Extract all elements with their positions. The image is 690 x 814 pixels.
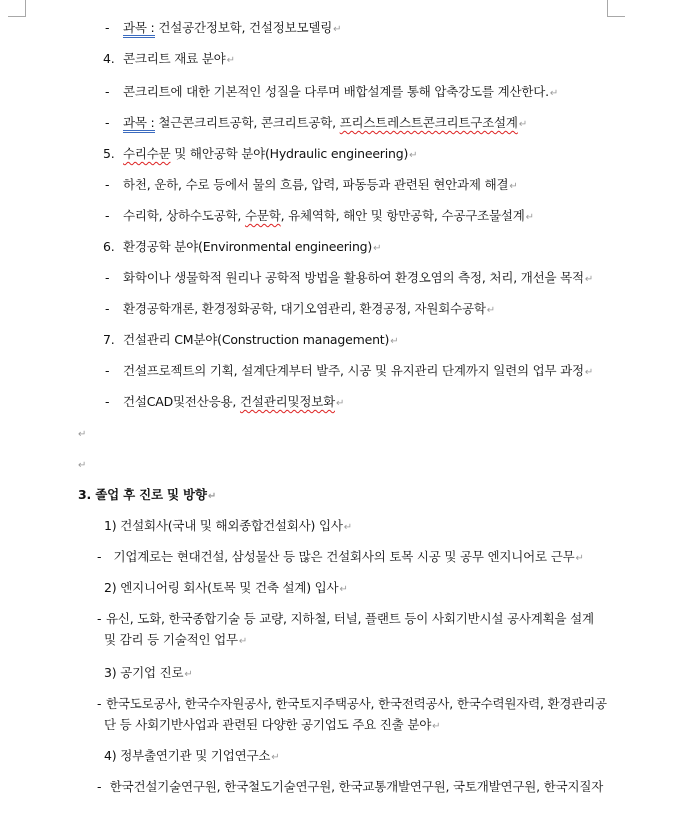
- list-paragraph[interactable]: [97, 695, 607, 736]
- paragraph-text: 건설관리 CM분야(Construction management): [123, 332, 390, 347]
- list-paragraph[interactable]: [105, 300, 495, 320]
- empty-paragraph[interactable]: [78, 424, 86, 444]
- list-paragraph[interactable]: [105, 207, 534, 227]
- list-marker: -: [105, 363, 110, 378]
- list-paragraph[interactable]: [105, 114, 527, 134]
- paragraph-text: 철근콘크리트공학, 콘크리트공학,: [154, 115, 340, 130]
- paragraph-mark-icon: ↵: [333, 24, 342, 35]
- grammar-flagged-text: 과목 :: [123, 115, 155, 133]
- paragraph-mark-icon: ↵: [575, 553, 584, 564]
- list-paragraph[interactable]: [105, 19, 342, 39]
- list-marker: -: [105, 177, 110, 192]
- list-marker: -: [105, 270, 110, 285]
- list-marker: -: [97, 696, 102, 711]
- paragraph-mark-icon: ↵: [486, 305, 495, 316]
- list-paragraph[interactable]: [104, 579, 348, 599]
- paragraph-text: 한국도로공사, 한국수자원공사, 한국토지주택공사, 한국전력공사, 한국수력원자력, 환경관리공: [106, 696, 607, 711]
- list-marker: -: [105, 20, 110, 35]
- section-heading[interactable]: [78, 486, 216, 506]
- paragraph-text: 유신, 도화, 한국종합기술 등 교량, 지하철, 터널, 플랜트 등이 사회기반시설 공사계획을 설계: [106, 611, 594, 626]
- paragraph-text-continued: 및 감리 등 기술적인 업무: [104, 632, 238, 647]
- spell-flagged-text: 수리수문: [123, 146, 171, 161]
- spell-flagged-text: 프리스트레스트콘크리트구조설계: [339, 115, 518, 130]
- paragraph-mark-icon: ↵: [78, 429, 87, 440]
- paragraph-text: , 유체역학, 해안 및 항만공학, 수공구조물설계: [280, 208, 525, 223]
- list-marker: -: [97, 611, 102, 626]
- paragraph-text-continued: 단 등 사회기반사업과 관련된 다양한 공기업도 주요 진출 분야: [104, 717, 432, 732]
- list-paragraph[interactable]: [97, 548, 584, 568]
- paragraph-mark-icon: ↵: [584, 367, 594, 378]
- paragraph-mark-icon: ↵: [184, 669, 193, 680]
- list-marker: -: [105, 394, 110, 409]
- paragraph-mark-icon: ↵: [226, 55, 235, 66]
- paragraph-mark-icon: ↵: [584, 274, 594, 285]
- list-paragraph[interactable]: [105, 393, 345, 413]
- list-marker: -: [97, 779, 102, 794]
- spell-flagged-text: 건설관리및정보화: [239, 394, 335, 409]
- paragraph-mark-icon: ↵: [509, 181, 518, 192]
- list-paragraph[interactable]: [103, 145, 418, 165]
- list-paragraph[interactable]: [104, 517, 352, 537]
- paragraph-mark-icon: ↵: [432, 721, 441, 732]
- paragraph-text: 4) 정부출연기관 및 기업연구소: [104, 748, 271, 763]
- list-marker: -: [105, 208, 110, 223]
- list-marker: -: [97, 549, 102, 564]
- list-paragraph[interactable]: [104, 664, 193, 684]
- paragraph-mark-icon: ↵: [343, 522, 352, 533]
- paragraph-text: 건설프로젝트의 기획, 설계단계부터 발주, 시공 및 유지관리 단계까지 일련의 업무 과정: [123, 363, 584, 378]
- list-paragraph[interactable]: [103, 331, 399, 351]
- paragraph-text: 콘크리트에 대한 기본적인 성질을 다루며 배합설계를 통해 압축강도를 계산한다.: [123, 84, 549, 99]
- list-paragraph[interactable]: [105, 362, 594, 382]
- list-paragraph[interactable]: [97, 778, 604, 796]
- list-marker: -: [105, 115, 110, 130]
- list-paragraph[interactable]: [97, 610, 594, 651]
- paragraph-mark-icon: ↵: [525, 212, 534, 223]
- list-paragraph[interactable]: [103, 238, 382, 258]
- paragraph-mark-icon: ↵: [549, 88, 559, 99]
- paragraph-mark-icon: ↵: [373, 243, 382, 254]
- page-corner-mark-left: [8, 0, 26, 17]
- paragraph-mark-icon: ↵: [238, 636, 248, 647]
- paragraph-mark-icon: ↵: [409, 150, 418, 161]
- paragraph-text: 하천, 운하, 수로 등에서 물의 흐름, 압력, 파동등과 관련된 현안과제 해결: [123, 177, 509, 192]
- page-corner-mark-right: [607, 0, 625, 17]
- empty-paragraph[interactable]: [78, 455, 86, 475]
- paragraph-text: 콘크리트 재료 분야: [123, 51, 226, 66]
- paragraph-text: 기업계로는 현대건설, 삼성물산 등 많은 건설회사의 토목 시공 및 공무 엔지니어로 근무: [106, 549, 575, 564]
- list-paragraph[interactable]: [104, 747, 279, 767]
- paragraph-mark-icon: ↵: [390, 336, 399, 347]
- list-marker: 5.: [103, 146, 115, 161]
- paragraph-text: 2) 엔지니어링 회사(토목 및 건축 설계) 입사: [104, 580, 339, 595]
- paragraph-text: 한국건설기술연구원, 한국철도기술연구원, 한국교통개발연구원, 국토개발연구원, 한국지질자: [106, 779, 604, 794]
- list-marker: -: [105, 301, 110, 316]
- list-marker: 6.: [103, 239, 115, 254]
- paragraph-mark-icon: ↵: [518, 119, 527, 130]
- paragraph-text: 환경공학 분야(Environmental engineering): [123, 239, 373, 254]
- paragraph-text: 건설공간정보학, 건설정보모델링: [154, 20, 333, 35]
- paragraph-mark-icon: ↵: [339, 584, 348, 595]
- paragraph-text: 3) 공기업 진로: [104, 665, 184, 680]
- paragraph-text: 수리학, 상하수도공학,: [123, 208, 245, 223]
- list-paragraph[interactable]: [105, 83, 559, 103]
- list-marker: 4.: [103, 51, 115, 66]
- paragraph-text: 환경공학개론, 환경정화공학, 대기오염관리, 환경공정, 자원회수공학: [123, 301, 486, 316]
- paragraph-text: 1) 건설회사(국내 및 해외종합건설회사) 입사: [104, 518, 343, 533]
- paragraph-mark-icon: ↵: [207, 491, 216, 502]
- paragraph-text: 3. 졸업 후 진로 및 방향: [78, 487, 207, 502]
- paragraph-mark-icon: ↵: [78, 460, 87, 471]
- spell-flagged-text: 수문학: [244, 208, 281, 223]
- paragraph-mark-icon: ↵: [336, 398, 345, 409]
- paragraph-mark-icon: ↵: [271, 752, 280, 763]
- list-marker: 7.: [103, 332, 115, 347]
- grammar-flagged-text: 과목 :: [123, 20, 155, 38]
- paragraph-text: 화학이나 생물학적 원리나 공학적 방법을 활용하여 환경오염의 측정, 처리, 개선을 목적: [123, 270, 584, 285]
- paragraph-text: 및 해안공학 분야(Hydraulic engineering): [170, 146, 409, 161]
- paragraph-text: 건설CAD및전산응용,: [123, 394, 240, 409]
- list-paragraph[interactable]: [105, 269, 594, 289]
- list-marker: -: [105, 84, 110, 99]
- list-paragraph[interactable]: [103, 50, 235, 70]
- list-paragraph[interactable]: [105, 176, 518, 196]
